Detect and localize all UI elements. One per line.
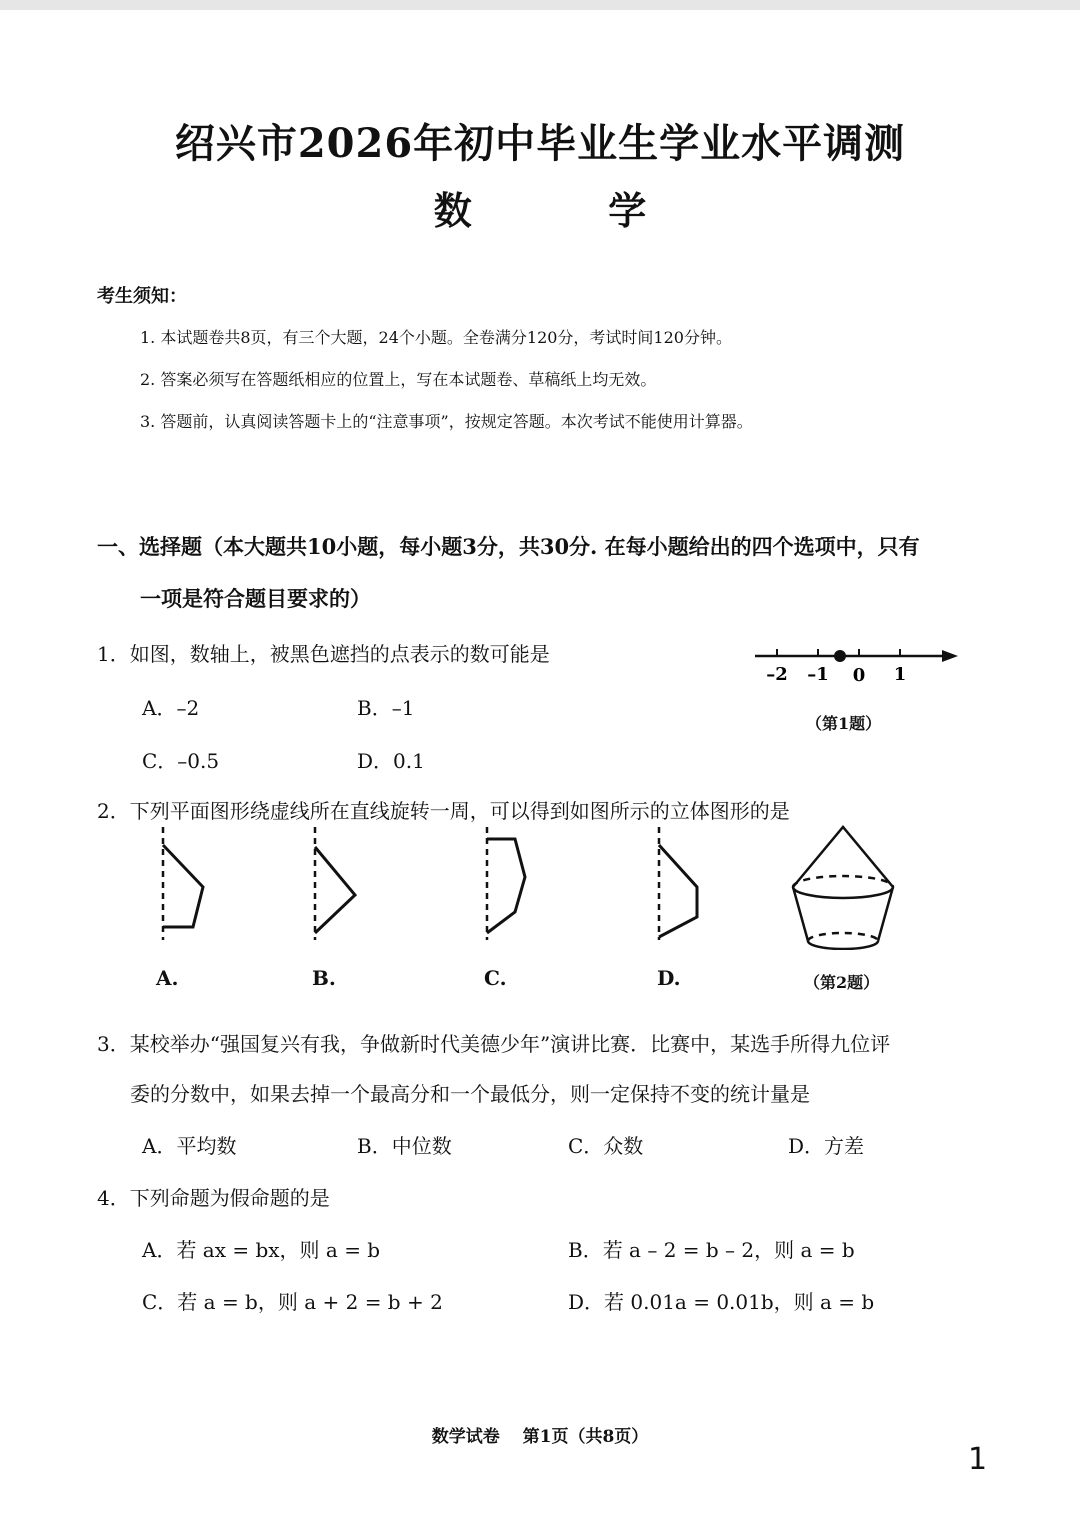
q3-stem-line2: 委的分数中，如果去掉一个最高分和一个最低分，则一定保持不变的统计量是 — [130, 1082, 810, 1106]
q4-option-b: B．若 a – 2 = b – 2，则 a = b — [568, 1238, 855, 1262]
exam-title: 绍兴市2026年初中毕业生学业水平调测 — [174, 120, 906, 167]
q2-shape-d — [659, 827, 697, 940]
q2-shape-b — [315, 827, 355, 940]
section1-heading: 一、选择题（本大题共10小题，每小题3分，共30分. 在每小题给出的四个选项中，只有 — [97, 534, 920, 559]
q3-option-c: C．众数 — [568, 1134, 644, 1158]
subject-char-2: 学 — [608, 188, 647, 233]
q1-stem: 1．如图，数轴上，被黑色遮挡的点表示的数可能是 — [97, 642, 550, 666]
page-number: 1 — [968, 1442, 988, 1477]
q2-figure-caption: （第2题） — [804, 973, 880, 992]
q1-option-a: A．–2 — [142, 696, 200, 720]
q2-label-a: A. — [156, 966, 179, 990]
q1-option-c: C．–0.5 — [142, 749, 220, 773]
q2-label-d: D. — [657, 966, 681, 990]
q1-figure-caption: （第1题） — [806, 714, 882, 733]
q4-option-a: A．若 ax = bx，则 a = b — [142, 1238, 381, 1262]
q4-stem: 4．下列命题为假命题的是 — [97, 1186, 330, 1210]
notice-heading: 考生须知： — [97, 286, 187, 307]
tick-label-minus-2: –2 — [766, 664, 788, 685]
q2-solid-figure — [793, 827, 893, 949]
q1-option-b: B．–1 — [357, 696, 415, 720]
q1-option-d: D．0.1 — [357, 749, 425, 773]
q3-option-b: B．中位数 — [357, 1134, 452, 1158]
q4-option-c: C．若 a = b，则 a + 2 = b + 2 — [142, 1290, 443, 1314]
q2-label-b: B. — [312, 966, 336, 990]
number-line-figure — [750, 638, 965, 698]
notice-item-2: 2. 答案必须写在答题纸相应的位置上，写在本试题卷、草稿纸上均无效。 — [140, 370, 657, 389]
page-footer: 数学试卷 第1页（共8页） — [431, 1427, 649, 1447]
q3-option-a: A．平均数 — [142, 1134, 237, 1158]
q3-stem-line1: 3．某校举办“强国复兴有我，争做新时代美德少年”演讲比赛．比赛中，某选手所得九位评 — [97, 1032, 891, 1056]
q3-option-d: D．方差 — [788, 1134, 865, 1158]
tick-label-1: 1 — [893, 664, 907, 685]
q2-figures — [150, 825, 910, 950]
subject-char-1: 数 — [433, 188, 472, 233]
q2-stem: 2．下列平面图形绕虚线所在直线旋转一周，可以得到如图所示的立体图形的是 — [97, 799, 790, 823]
q4-option-d: D．若 0.01a = 0.01b，则 a = b — [568, 1290, 875, 1314]
scan-top-edge — [0, 0, 1080, 10]
notice-item-3: 3. 答题前，认真阅读答题卡上的“注意事项”，按规定答题。本次考试不能使用计算器。 — [140, 412, 753, 431]
notice-item-1: 1. 本试题卷共8页，有三个大题，24个小题。全卷满分120分，考试时间120分钟。 — [140, 328, 732, 347]
number-line-arrow — [942, 650, 958, 662]
hidden-point — [834, 650, 846, 662]
q2-label-c: C. — [484, 966, 507, 990]
tick-label-minus-1: –1 — [807, 664, 829, 685]
section1-heading-cont: 一项是符合题目要求的） — [140, 586, 371, 611]
tick-label-0: 0 — [852, 665, 866, 686]
subject-title — [0, 180, 1080, 235]
q2-shape-a — [163, 827, 203, 940]
q2-shape-c — [487, 827, 525, 940]
